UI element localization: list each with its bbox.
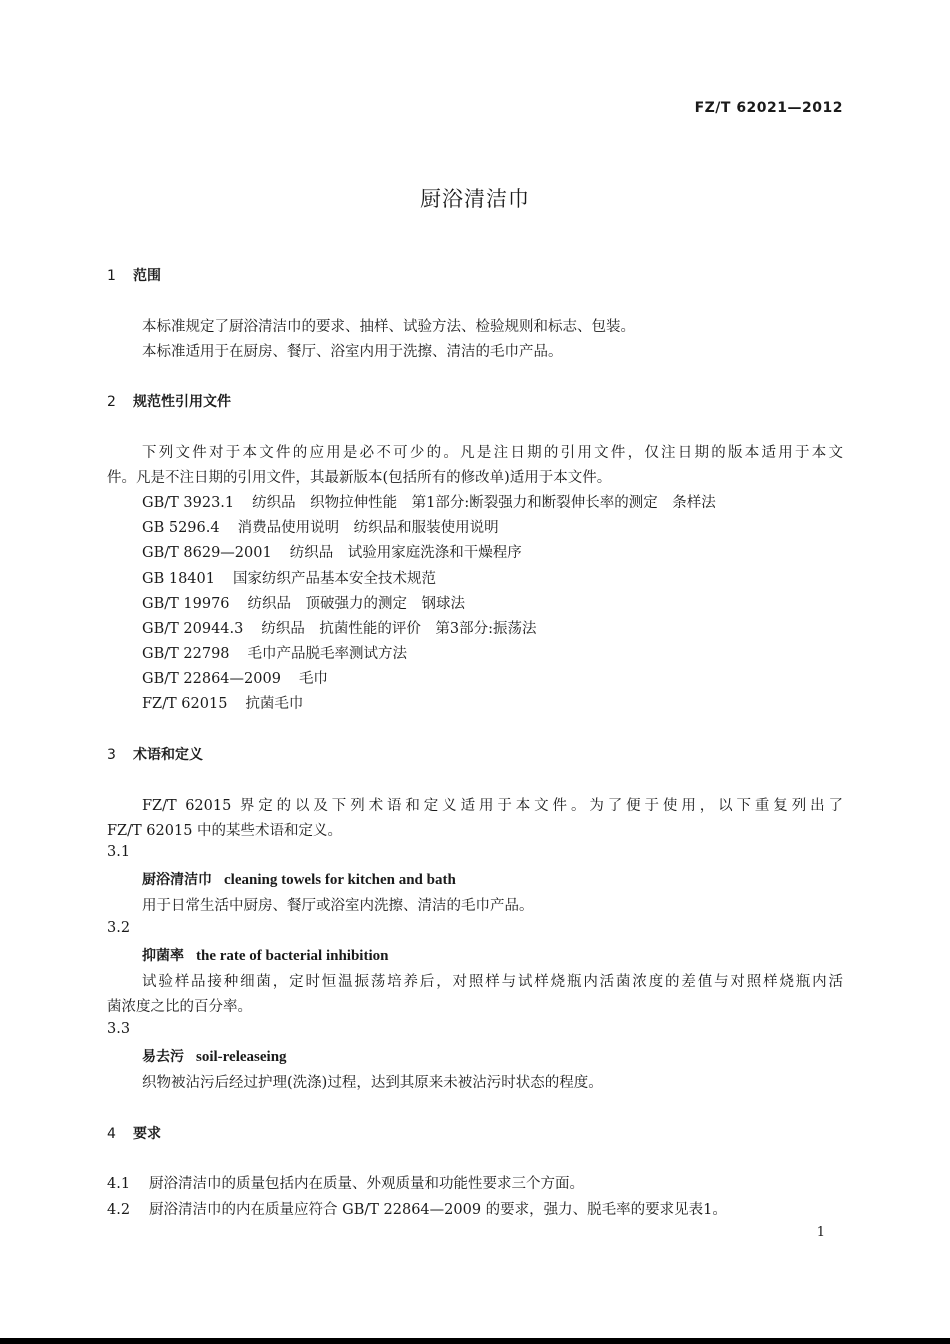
reference-item [142,541,522,562]
section-3-heading [107,744,203,764]
reference-name: 抗菌毛巾 [245,696,304,712]
requirement-number: 4.2 [107,1202,131,1218]
reference-item [142,567,436,588]
reference-name: 纺织品 试验用家庭洗涤和干燥程序 [289,545,522,561]
reference-item [142,516,499,537]
section-number: 1 [107,268,116,284]
document-title: 厨浴清洁巾 [420,187,530,211]
section-1-heading [107,265,161,285]
reference-code: GB/T 8629—2001 [142,545,272,561]
term-heading [142,1046,287,1066]
reference-code: GB/T 3923.1 [142,495,235,511]
reference-name: 纺织品 抗菌性能的评价 第3部分:振荡法 [261,621,537,637]
page-number: 1 [816,1225,825,1240]
term-definition-line-1: 试验样品接种细菌，定时恒温振荡培养后，对照样与试样烧瓶内活菌浓度的差值与对照样烧瓶内活 [142,974,843,990]
normative-intro-line-1: 下列文件对于本文件的应用是必不可少的。凡是注日期的引用文件，仅注日期的版本适用于本文 [142,445,843,461]
section-title: 范围 [133,268,161,284]
reference-item [142,617,536,638]
reference-item [142,692,303,713]
term-definition: 用于日常生活中厨房、餐厅或浴室内洗擦、清洁的毛巾产品。 [142,898,534,914]
section-title: 规范性引用文件 [133,394,231,410]
term-chinese: 抑菌率 [142,948,184,964]
terms-intro-line-1: FZ/T 62015 界定的以及下列术语和定义适用于本文件。为了便于使用，以下重复列出了 [142,798,843,814]
term-english: the rate of bacterial inhibition [196,948,389,964]
standard-code: FZ/T 62021—2012 [694,100,843,116]
reference-item [142,642,407,663]
normative-intro-line-2: 件。凡是不注日期的引用文件，其最新版本(包括所有的修改单)适用于本文件。 [107,470,612,486]
term-definition: 织物被沾污后经过护理(洗涤)过程，达到其原来未被沾污时状态的程度。 [142,1075,603,1091]
reference-item [142,592,465,613]
section-number: 4 [107,1126,116,1142]
requirement-item [107,1172,584,1193]
scope-paragraph-2: 本标准适用于在厨房、餐厅、浴室内用于洗擦、清洁的毛巾产品。 [142,344,563,360]
requirement-item [107,1198,727,1219]
reference-name: 纺织品 顶破强力的测定 钢球法 [247,596,466,612]
reference-item [142,491,716,512]
terms-intro-line-2: FZ/T 62015 中的某些术语和定义。 [107,823,343,839]
section-title: 要求 [133,1126,161,1142]
term-chinese: 易去污 [142,1049,184,1065]
requirement-text: 厨浴清洁巾的内在质量应符合 GB/T 22864—2009 的要求，强力、脱毛率的要求见表1。 [149,1202,727,1218]
section-2-heading [107,391,231,411]
reference-code: FZ/T 62015 [142,696,228,712]
requirement-number: 4.1 [107,1176,131,1192]
term-definition-line-2: 菌浓度之比的百分率。 [107,999,252,1015]
reference-code: GB/T 20944.3 [142,621,244,637]
reference-code: GB 18401 [142,571,215,587]
term-number: 3.3 [107,1021,131,1037]
reference-code: GB/T 19976 [142,596,230,612]
reference-name: 毛巾 [298,671,328,687]
term-number: 3.2 [107,920,131,936]
term-heading [142,945,388,965]
reference-name: 消费品使用说明 纺织品和服装使用说明 [237,520,499,536]
term-english: cleaning towels for kitchen and bath [224,872,456,888]
reference-code: GB/T 22798 [142,646,230,662]
section-number: 2 [107,394,116,410]
reference-name: 毛巾产品脱毛率测试方法 [247,646,408,662]
reference-name: 纺织品 织物拉伸性能 第1部分:断裂强力和断裂伸长率的测定 条样法 [252,495,716,511]
section-number: 3 [107,747,116,763]
bottom-border [0,1338,950,1344]
section-title: 术语和定义 [133,747,203,763]
term-heading [142,869,456,889]
reference-code: GB/T 22864—2009 [142,671,281,687]
term-english: soil-releaseing [196,1049,287,1065]
term-chinese: 厨浴清洁巾 [142,872,212,888]
requirement-text: 厨浴清洁巾的质量包括内在质量、外观质量和功能性要求三个方面。 [149,1176,584,1192]
term-number: 3.1 [107,844,131,860]
reference-name: 国家纺织产品基本安全技术规范 [232,571,436,587]
reference-item [142,667,328,688]
reference-code: GB 5296.4 [142,520,220,536]
scope-paragraph-1: 本标准规定了厨浴清洁巾的要求、抽样、试验方法、检验规则和标志、包装。 [142,319,635,335]
section-4-heading [107,1123,161,1143]
